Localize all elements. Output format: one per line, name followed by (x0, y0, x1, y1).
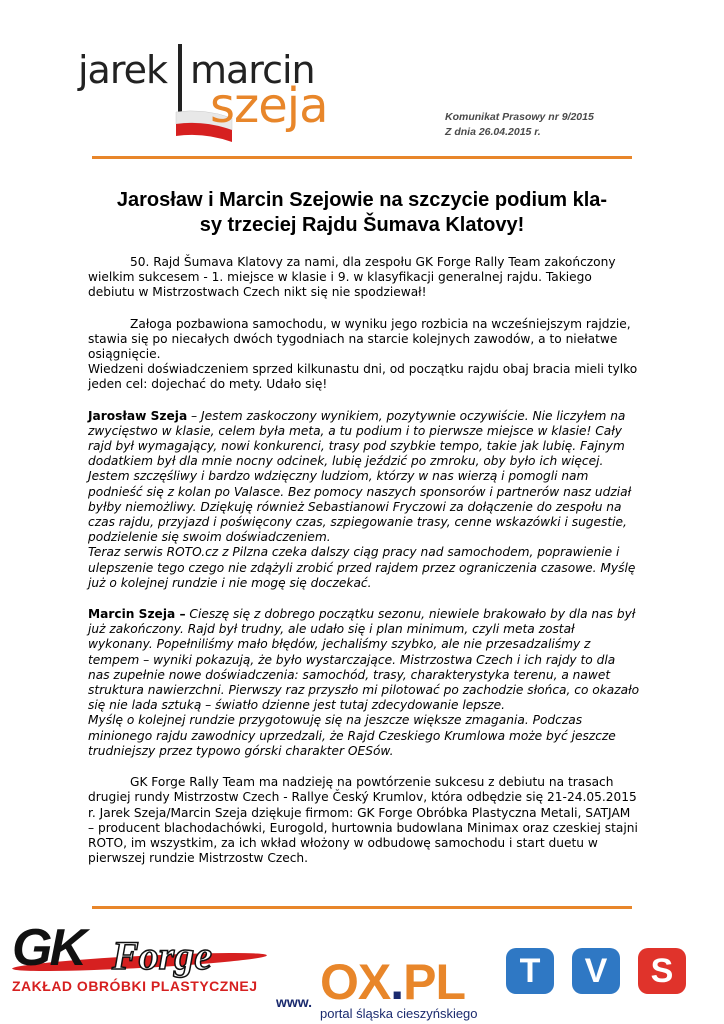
logo-surname: szeja (210, 78, 328, 134)
quote-jaroslaw-thanks: Jestem szczęśliwy i bardzo wdzięczny ludziom, którzy w nas wierzą i pomogli nam podnieść się z kolan po Valasce. Bez pomocy naszych sponsorów i partnerów nasz udział byłby niemożliwy. Dziękuję również Sebastianowi Fryczowi za dołączenie do zespołu na czas rajdu, przyjazd i poświęcony czas, szpiegowanie trasy, cenne wskazówki i sugestie, podzielenie się swoim doświadczeniem. (88, 469, 632, 545)
ox-dot: . (390, 954, 404, 1010)
quote-marcin-text: Cieszę się z dobrego początku sezonu, niewiele brakowało by dla nas był już zakończony. Rajd był trudny, ale udało się i plan minimum, czyli meta został wykonany. Popełniliśmy mało błędów, jechaliśmy szybko, ale nie przesadzaliśmy z tempem – wyniki pokazują, że było wystarczające. Mistrzostwa Czech i ich rajdy to dla nas zupełnie nowe doświadczenia: samochód, trasy, charakterystyka terenu, a nawet struktura nawierzchni. Pierwszy raz przyszło mi pilotować po zachodzie słońca, co okazało się nie lada sztuką – światło dzienne jest tutaj zdecydowanie lepsze. (88, 607, 640, 713)
logo-divider (178, 44, 182, 116)
gk-subtitle: ZAKŁAD OBRÓBKI PLASTYCZNEJ (12, 978, 258, 994)
paragraph-closing: GK Forge Rally Team ma nadzieję na powtórzenie sukcesu z debiutu na trasach drugiej rundy Mistrzostw Czech - Rallye Český Krumlov, która odbędzie się 21-24.05.2015 r. Jarek Szeja/Marcin Szeja dziękuje firmom: GK Forge Obróbka Plastyczna Metali, SATJAM – producent blachodachówki, Eurogold, hurtownia budowlana Minimax oraz czeskiej stajni ROTO, im wszystkim, za ich wkład włożony w odbudowę samochodu i start duetu w pierwszej rundzie Mistrzostw Czech. (88, 775, 638, 866)
article-body (88, 255, 640, 866)
ox-main: OX (320, 954, 391, 1010)
footer-divider (92, 906, 632, 909)
gk-mark: GK (12, 919, 84, 977)
jarek-marcin-szeja-logo (78, 38, 368, 138)
quote-jaroslaw-next: Teraz serwis ROTO.cz z Pilzna czeka dalszy ciąg pracy nad samochodem, poprawienie i ulepszenie tego czego nie zdążyli zrobić przed rajdem przez ograniczenia czasowe. Myślę już o kolejnej rundzie i nie mogę się doczekać. (88, 545, 636, 590)
logo-second-name: marcin (190, 48, 315, 92)
ox-www: www. (276, 994, 313, 1010)
quote-marcin-next: Myślę o kolejnej rundzie przygotowuję się na jeszcze większe zmagania. Podczas minionego rajdu zawodnicy uprzedzali, że Rajd Czeskiego Krumlowa może być jeszcze trudniejszy przez typowo górski charakter OESów. (88, 713, 616, 758)
tvs-tile-t: T (506, 948, 554, 994)
tvs-logo (506, 948, 706, 998)
quote-marcin (88, 607, 640, 713)
logo-first-name: jarek (78, 48, 168, 92)
quote-jaroslaw (88, 409, 640, 470)
press-release-info (445, 110, 594, 140)
press-release-date: Z dnia 26.04.2015 r. (445, 126, 541, 138)
tvs-tile-v: V (572, 948, 620, 994)
gk-forge-text: Forge (112, 933, 212, 978)
page-title (92, 188, 632, 238)
gk-forge-logo (12, 918, 272, 1008)
tvs-tile-s: S (638, 948, 686, 994)
title-line-2: sy trzeciej Rajdu Šumava Klatovy! (199, 214, 525, 236)
paragraph-intro: 50. Rajd Šumava Klatovy za nami, dla zespołu GK Forge Rally Team zakończony wielkim sukcesem - 1. miejsce w klasie i 9. w klasyfikacji generalnej rajdu. Takiego debiutu w Mistrzostwach Czech nikt się nie spodziewał! (88, 255, 616, 300)
title-line-1: Jarosław i Marcin Szejowie na szczycie podium kla- (116, 189, 608, 211)
paragraph-goal: Wiedzeni doświadczeniem sprzed kilkunastu dni, od początku rajdu obaj bracia mieli tylko jeden cel: dojechać do mety. Udało się! (88, 362, 638, 392)
quote-author-marcin: Marcin Szeja – (88, 607, 186, 622)
ox-portal-caption: portal śląska cieszyńskiego (320, 1006, 478, 1021)
paragraph-crew: Załoga pozbawiona samochodu, w wyniku jego rozbicia na wcześniejszym rajdzie, stawia się po niecałych dwóch tygodniach na starcie kolejnych zawodów, a to niełatwe osiągnięcie. (88, 316, 631, 362)
ox-pl-wordmark (320, 954, 465, 1010)
press-release-number: Komunikat Prasowy nr 9/2015 (445, 111, 594, 123)
quote-jaroslaw-text: – Jestem zaskoczony wynikiem, pozytywnie oczywiście. Nie liczyłem na zwycięstwo w klasie, celem była meta, a tu podium i to pierwsze miejsce w klasie! Cały rajd był wymagający, nowi konkurenci, trasy pod szybkie tempo, takie jak lubię. Fajnym dodatkiem był dla mnie nocny odcinek, lubię jeździć po zmroku, oby było ich więcej. (88, 408, 626, 469)
ox-pl: PL (403, 954, 466, 1010)
header-divider (92, 156, 632, 159)
quote-author-jaroslaw: Jarosław Szeja (88, 408, 188, 423)
sponsor-logos (0, 918, 724, 1024)
ox-pl-logo (276, 954, 486, 1024)
